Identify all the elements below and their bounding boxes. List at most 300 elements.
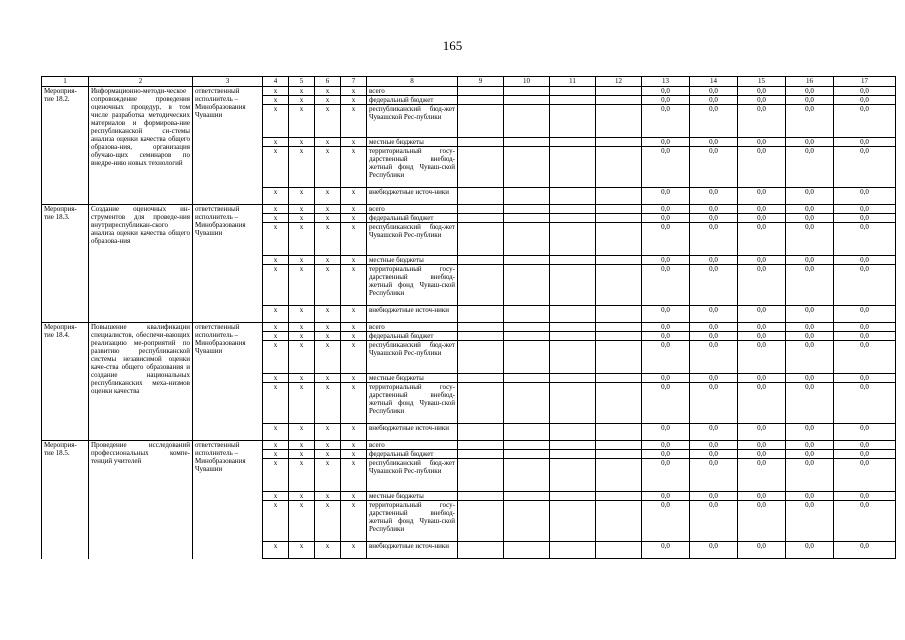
empty-cell — [550, 459, 596, 492]
amount-cell: 0,0 — [690, 323, 738, 332]
empty-cell — [504, 492, 550, 501]
empty-cell — [596, 223, 642, 256]
amount-cell: 0,0 — [642, 105, 690, 138]
empty-cell — [504, 374, 550, 383]
amount-cell: 0,0 — [690, 96, 738, 105]
amount-cell: 0,0 — [642, 383, 690, 424]
empty-cell — [596, 450, 642, 459]
amount-cell: 0,0 — [642, 223, 690, 256]
empty-cell — [504, 323, 550, 332]
amount-cell: 0,0 — [690, 188, 738, 205]
code-mark: x — [263, 459, 289, 492]
table-row — [42, 441, 896, 450]
amount-cell: 0,0 — [738, 341, 786, 374]
measure-code: Мероприя-тие 18.4. — [42, 323, 89, 441]
amount-cell: 0,0 — [834, 441, 896, 450]
empty-cell — [458, 383, 504, 424]
amount-cell: 0,0 — [738, 205, 786, 214]
column-header-3: 3 — [193, 77, 263, 87]
empty-cell — [550, 105, 596, 138]
code-mark: x — [341, 223, 367, 256]
code-mark: x — [315, 450, 341, 459]
amount-cell: 0,0 — [642, 205, 690, 214]
code-mark: x — [315, 492, 341, 501]
amount-cell: 0,0 — [786, 265, 834, 306]
amount-cell: 0,0 — [690, 459, 738, 492]
column-header-10: 10 — [504, 77, 550, 87]
amount-cell: 0,0 — [834, 459, 896, 492]
table-row — [42, 87, 896, 96]
code-mark: x — [341, 138, 367, 147]
code-mark: x — [263, 138, 289, 147]
measure-name: Повышение квалификации специалистов, обеспечи-вающих реализацию ме-роприятий по развитию республиканской системы независимой оценки каче-ства общего образования и создание национальных республиканских меха-низмов оценки качества — [89, 323, 193, 441]
amount-cell: 0,0 — [786, 501, 834, 542]
funding-source: всего — [367, 323, 458, 332]
empty-cell — [504, 383, 550, 424]
amount-cell: 0,0 — [738, 306, 786, 323]
measure-name: Информационно-методи-ческое сопровождение проведения оценочных процедур, в том числе разработка методических материалов и формирова-ние республиканской си-стемы анализа оценки качества общего образова-ния, организация обучаю-щих семинаров по внедре-нию новых технологий — [89, 87, 193, 205]
empty-cell — [550, 188, 596, 205]
amount-cell: 0,0 — [738, 492, 786, 501]
amount-cell: 0,0 — [834, 501, 896, 542]
code-mark: x — [289, 223, 315, 256]
code-mark: x — [315, 105, 341, 138]
amount-cell: 0,0 — [786, 542, 834, 559]
column-header-6: 6 — [315, 77, 341, 87]
empty-cell — [596, 147, 642, 188]
funding-source: федеральный бюджет — [367, 332, 458, 341]
column-header-5: 5 — [289, 77, 315, 87]
code-mark: x — [341, 450, 367, 459]
empty-cell — [550, 542, 596, 559]
empty-cell — [458, 374, 504, 383]
funding-source: внебюджетные источ-ники — [367, 424, 458, 441]
empty-cell — [550, 87, 596, 96]
empty-cell — [458, 341, 504, 374]
amount-cell: 0,0 — [738, 138, 786, 147]
amount-cell: 0,0 — [738, 265, 786, 306]
funding-source: республиканский бюд-жет Чувашской Рес-публики — [367, 105, 458, 138]
amount-cell: 0,0 — [738, 96, 786, 105]
amount-cell: 0,0 — [786, 306, 834, 323]
empty-cell — [596, 332, 642, 341]
empty-cell — [458, 306, 504, 323]
column-header-2: 2 — [89, 77, 193, 87]
code-mark: x — [341, 501, 367, 542]
code-mark: x — [289, 323, 315, 332]
code-mark: x — [315, 501, 341, 542]
funding-source: федеральный бюджет — [367, 450, 458, 459]
column-header-17: 17 — [834, 77, 896, 87]
amount-cell: 0,0 — [690, 87, 738, 96]
code-mark: x — [289, 424, 315, 441]
code-mark: x — [341, 332, 367, 341]
empty-cell — [596, 205, 642, 214]
empty-cell — [550, 323, 596, 332]
code-mark: x — [263, 214, 289, 223]
empty-cell — [596, 306, 642, 323]
empty-cell — [550, 214, 596, 223]
amount-cell: 0,0 — [642, 450, 690, 459]
amount-cell: 0,0 — [738, 383, 786, 424]
code-mark: x — [341, 374, 367, 383]
code-mark: x — [263, 383, 289, 424]
amount-cell: 0,0 — [786, 341, 834, 374]
code-mark: x — [315, 205, 341, 214]
amount-cell: 0,0 — [690, 441, 738, 450]
amount-cell: 0,0 — [642, 374, 690, 383]
code-mark: x — [341, 323, 367, 332]
funding-source: внебюджетные источ-ники — [367, 306, 458, 323]
amount-cell: 0,0 — [642, 341, 690, 374]
amount-cell: 0,0 — [690, 450, 738, 459]
empty-cell — [504, 306, 550, 323]
funding-source: внебюджетные источ-ники — [367, 188, 458, 205]
code-mark: x — [263, 332, 289, 341]
empty-cell — [550, 332, 596, 341]
amount-cell: 0,0 — [738, 501, 786, 542]
amount-cell: 0,0 — [738, 223, 786, 256]
code-mark: x — [263, 341, 289, 374]
code-mark: x — [289, 265, 315, 306]
code-mark: x — [315, 138, 341, 147]
empty-cell — [550, 441, 596, 450]
amount-cell: 0,0 — [642, 323, 690, 332]
amount-cell: 0,0 — [642, 459, 690, 492]
amount-cell: 0,0 — [738, 147, 786, 188]
empty-cell — [504, 223, 550, 256]
code-mark: x — [263, 96, 289, 105]
empty-cell — [458, 424, 504, 441]
empty-cell — [504, 205, 550, 214]
code-mark: x — [315, 188, 341, 205]
funding-source: территориальный госу-дарственный внебюд-жетный фонд Чуваш-ской Республики — [367, 501, 458, 542]
amount-cell: 0,0 — [834, 87, 896, 96]
amount-cell: 0,0 — [786, 374, 834, 383]
code-mark: x — [289, 87, 315, 96]
amount-cell: 0,0 — [738, 87, 786, 96]
empty-cell — [550, 424, 596, 441]
budget-table — [41, 76, 896, 559]
empty-cell — [596, 214, 642, 223]
empty-cell — [504, 188, 550, 205]
empty-cell — [504, 105, 550, 138]
amount-cell: 0,0 — [834, 374, 896, 383]
measure-executor: ответственный исполнитель – Минобразования Чувашии — [193, 441, 263, 559]
amount-cell: 0,0 — [738, 450, 786, 459]
code-mark: x — [341, 256, 367, 265]
funding-source: территориальный госу-дарственный внебюд-жетный фонд Чуваш-ской Республики — [367, 147, 458, 188]
code-mark: x — [315, 265, 341, 306]
amount-cell: 0,0 — [786, 147, 834, 188]
empty-cell — [458, 147, 504, 188]
code-mark: x — [289, 256, 315, 265]
amount-cell: 0,0 — [642, 256, 690, 265]
amount-cell: 0,0 — [642, 501, 690, 542]
empty-cell — [550, 341, 596, 374]
measure-name: Создание оценочных ин-струментов для проведе-ния внутриреспубликан-ского анализа оценки качества общего образова-ния — [89, 205, 193, 323]
code-mark: x — [341, 542, 367, 559]
empty-cell — [458, 96, 504, 105]
empty-cell — [596, 265, 642, 306]
amount-cell: 0,0 — [690, 147, 738, 188]
code-mark: x — [263, 87, 289, 96]
code-mark: x — [263, 105, 289, 138]
empty-cell — [596, 441, 642, 450]
column-header-13: 13 — [642, 77, 690, 87]
empty-cell — [458, 542, 504, 559]
code-mark: x — [289, 105, 315, 138]
empty-cell — [504, 542, 550, 559]
amount-cell: 0,0 — [834, 341, 896, 374]
amount-cell: 0,0 — [786, 96, 834, 105]
measure-code: Мероприя-тие 18.5. — [42, 441, 89, 559]
column-header-7: 7 — [341, 77, 367, 87]
empty-cell — [458, 214, 504, 223]
code-mark: x — [315, 441, 341, 450]
empty-cell — [596, 138, 642, 147]
empty-cell — [550, 383, 596, 424]
amount-cell: 0,0 — [738, 323, 786, 332]
empty-cell — [550, 306, 596, 323]
funding-source: всего — [367, 205, 458, 214]
amount-cell: 0,0 — [738, 424, 786, 441]
funding-source: местные бюджеты — [367, 374, 458, 383]
amount-cell: 0,0 — [786, 450, 834, 459]
empty-cell — [550, 138, 596, 147]
empty-cell — [458, 138, 504, 147]
code-mark: x — [315, 323, 341, 332]
code-mark: x — [315, 223, 341, 256]
empty-cell — [596, 256, 642, 265]
code-mark: x — [289, 374, 315, 383]
code-mark: x — [263, 223, 289, 256]
amount-cell: 0,0 — [834, 306, 896, 323]
code-mark: x — [289, 96, 315, 105]
code-mark: x — [289, 306, 315, 323]
funding-source: территориальный госу-дарственный внебюд-жетный фонд Чуваш-ской Республики — [367, 383, 458, 424]
code-mark: x — [289, 214, 315, 223]
code-mark: x — [289, 492, 315, 501]
empty-cell — [550, 492, 596, 501]
funding-source: республиканский бюд-жет Чувашской Рес-публики — [367, 459, 458, 492]
amount-cell: 0,0 — [834, 383, 896, 424]
code-mark: x — [289, 341, 315, 374]
amount-cell: 0,0 — [642, 87, 690, 96]
amount-cell: 0,0 — [642, 542, 690, 559]
amount-cell: 0,0 — [642, 214, 690, 223]
amount-cell: 0,0 — [786, 424, 834, 441]
code-mark: x — [263, 492, 289, 501]
code-mark: x — [315, 96, 341, 105]
empty-cell — [550, 147, 596, 188]
empty-cell — [596, 96, 642, 105]
code-mark: x — [289, 501, 315, 542]
amount-cell: 0,0 — [834, 450, 896, 459]
funding-source: местные бюджеты — [367, 492, 458, 501]
empty-cell — [504, 214, 550, 223]
amount-cell: 0,0 — [690, 214, 738, 223]
amount-cell: 0,0 — [642, 441, 690, 450]
funding-source: федеральный бюджет — [367, 214, 458, 223]
code-mark: x — [263, 542, 289, 559]
amount-cell: 0,0 — [738, 214, 786, 223]
empty-cell — [596, 374, 642, 383]
empty-cell — [504, 424, 550, 441]
code-mark: x — [315, 542, 341, 559]
amount-cell: 0,0 — [738, 256, 786, 265]
measure-code: Мероприя-тие 18.3. — [42, 205, 89, 323]
measure-executor: ответственный исполнитель – Минобразования Чувашии — [193, 323, 263, 441]
code-mark: x — [263, 374, 289, 383]
empty-cell — [504, 138, 550, 147]
code-mark: x — [263, 147, 289, 188]
column-header-9: 9 — [458, 77, 504, 87]
measure-name: Проведение исследований профессиональных компе-тенций учителей — [89, 441, 193, 559]
empty-cell — [596, 87, 642, 96]
empty-cell — [504, 265, 550, 306]
amount-cell: 0,0 — [834, 96, 896, 105]
funding-source: всего — [367, 441, 458, 450]
amount-cell: 0,0 — [690, 332, 738, 341]
empty-cell — [458, 87, 504, 96]
amount-cell: 0,0 — [690, 306, 738, 323]
funding-source: республиканский бюд-жет Чувашской Рес-публики — [367, 223, 458, 256]
amount-cell: 0,0 — [834, 138, 896, 147]
amount-cell: 0,0 — [690, 341, 738, 374]
code-mark: x — [315, 87, 341, 96]
amount-cell: 0,0 — [642, 265, 690, 306]
code-mark: x — [263, 450, 289, 459]
empty-cell — [458, 323, 504, 332]
amount-cell: 0,0 — [786, 87, 834, 96]
column-header-15: 15 — [738, 77, 786, 87]
code-mark: x — [263, 205, 289, 214]
empty-cell — [550, 96, 596, 105]
amount-cell: 0,0 — [834, 147, 896, 188]
amount-cell: 0,0 — [786, 188, 834, 205]
code-mark: x — [315, 341, 341, 374]
code-mark: x — [289, 138, 315, 147]
table-body — [42, 87, 896, 559]
measure-executor: ответственный исполнитель – Минобразования Чувашии — [193, 87, 263, 205]
empty-cell — [458, 501, 504, 542]
amount-cell: 0,0 — [642, 147, 690, 188]
amount-cell: 0,0 — [690, 105, 738, 138]
measure-executor: ответственный исполнитель – Минобразования Чувашии — [193, 205, 263, 323]
column-header-1: 1 — [42, 77, 89, 87]
code-mark: x — [289, 383, 315, 424]
table-row — [42, 323, 896, 332]
amount-cell: 0,0 — [690, 265, 738, 306]
empty-cell — [550, 265, 596, 306]
code-mark: x — [341, 147, 367, 188]
empty-cell — [504, 341, 550, 374]
empty-cell — [504, 441, 550, 450]
funding-source: внебюджетные источ-ники — [367, 542, 458, 559]
code-mark: x — [315, 332, 341, 341]
empty-cell — [458, 332, 504, 341]
code-mark: x — [289, 542, 315, 559]
funding-source: республиканский бюд-жет Чувашской Рес-публики — [367, 341, 458, 374]
empty-cell — [458, 450, 504, 459]
code-mark: x — [341, 459, 367, 492]
amount-cell: 0,0 — [786, 492, 834, 501]
empty-cell — [458, 459, 504, 492]
amount-cell: 0,0 — [690, 383, 738, 424]
amount-cell: 0,0 — [738, 542, 786, 559]
code-mark: x — [289, 147, 315, 188]
empty-cell — [596, 383, 642, 424]
page-number: 165 — [442, 38, 463, 53]
code-mark: x — [341, 214, 367, 223]
empty-cell — [504, 459, 550, 492]
empty-cell — [596, 424, 642, 441]
code-mark: x — [289, 205, 315, 214]
amount-cell: 0,0 — [642, 492, 690, 501]
code-mark: x — [315, 374, 341, 383]
empty-cell — [458, 188, 504, 205]
amount-cell: 0,0 — [738, 188, 786, 205]
code-mark: x — [263, 424, 289, 441]
column-header-14: 14 — [690, 77, 738, 87]
amount-cell: 0,0 — [786, 105, 834, 138]
empty-cell — [596, 459, 642, 492]
code-mark: x — [341, 96, 367, 105]
code-mark: x — [315, 147, 341, 188]
code-mark: x — [263, 188, 289, 205]
empty-cell — [458, 223, 504, 256]
amount-cell: 0,0 — [642, 188, 690, 205]
amount-cell: 0,0 — [690, 223, 738, 256]
code-mark: x — [341, 205, 367, 214]
empty-cell — [596, 105, 642, 138]
empty-cell — [504, 96, 550, 105]
amount-cell: 0,0 — [738, 332, 786, 341]
amount-cell: 0,0 — [690, 424, 738, 441]
empty-cell — [458, 105, 504, 138]
amount-cell: 0,0 — [834, 105, 896, 138]
amount-cell: 0,0 — [690, 501, 738, 542]
amount-cell: 0,0 — [738, 105, 786, 138]
code-mark: x — [341, 424, 367, 441]
funding-source: местные бюджеты — [367, 138, 458, 147]
empty-cell — [504, 450, 550, 459]
amount-cell: 0,0 — [834, 188, 896, 205]
code-mark: x — [289, 441, 315, 450]
funding-source: территориальный госу-дарственный внебюд-жетный фонд Чуваш-ской Республики — [367, 265, 458, 306]
measure-code: Мероприя-тие 18.2. — [42, 87, 89, 205]
empty-cell — [550, 256, 596, 265]
code-mark: x — [289, 450, 315, 459]
empty-cell — [596, 188, 642, 205]
code-mark: x — [315, 306, 341, 323]
code-mark: x — [263, 265, 289, 306]
code-mark: x — [263, 323, 289, 332]
code-mark: x — [263, 501, 289, 542]
code-mark: x — [341, 492, 367, 501]
empty-cell — [504, 147, 550, 188]
code-mark: x — [341, 265, 367, 306]
amount-cell: 0,0 — [738, 441, 786, 450]
empty-cell — [458, 492, 504, 501]
amount-cell: 0,0 — [786, 459, 834, 492]
amount-cell: 0,0 — [786, 223, 834, 256]
code-mark: x — [263, 441, 289, 450]
amount-cell: 0,0 — [786, 383, 834, 424]
amount-cell: 0,0 — [786, 323, 834, 332]
empty-cell — [550, 374, 596, 383]
